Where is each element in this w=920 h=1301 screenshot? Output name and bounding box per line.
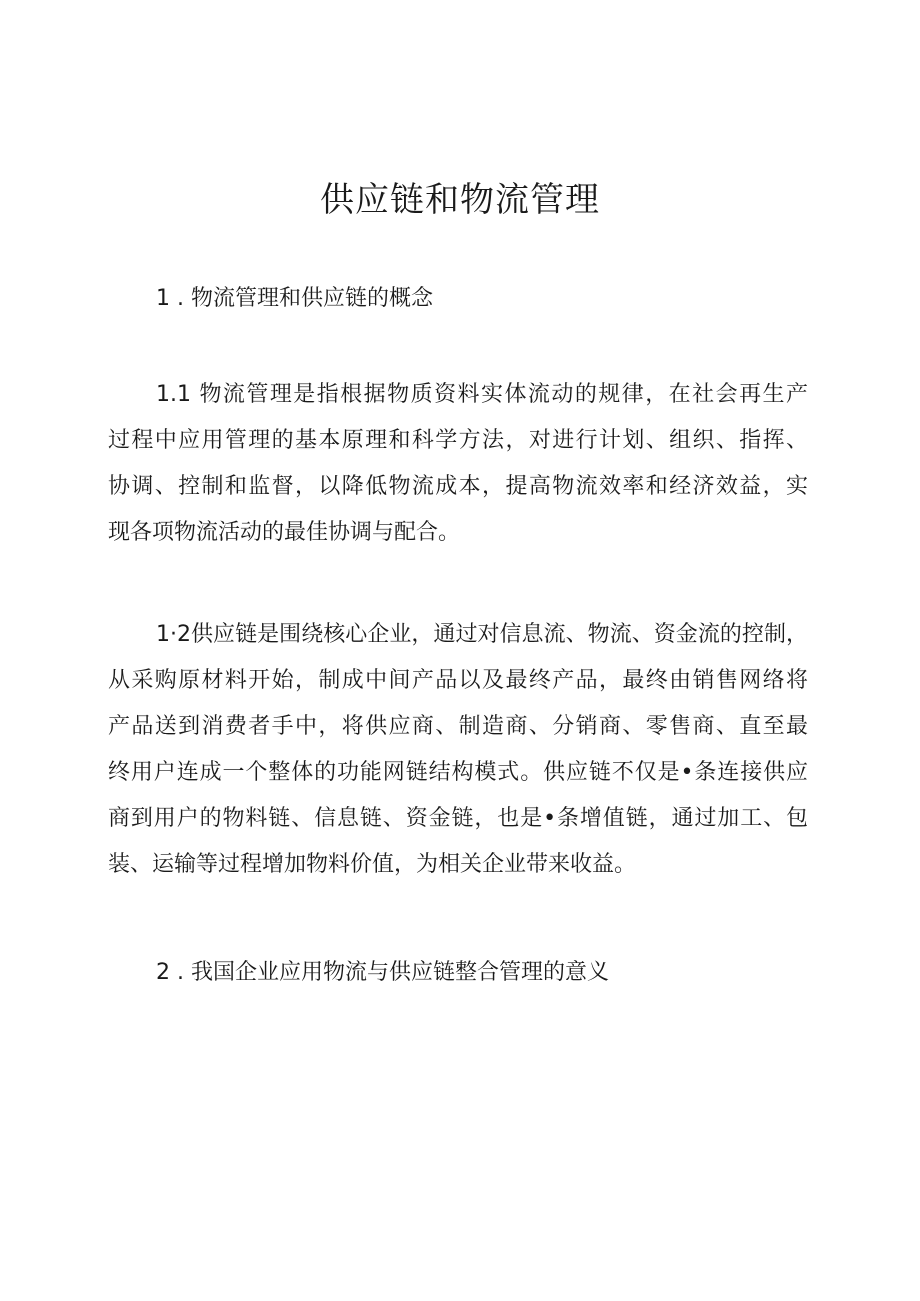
paragraph-1-2	[108, 612, 808, 888]
paragraph-line: 过程中应用管理的基本原理和科学方法，对进行计划、组织、指挥、	[108, 428, 808, 453]
paragraph-line: 商到用户的物料链、信息链、资金链，也是•条增值链，通过加工、包	[108, 806, 808, 831]
paragraph-line: 从采购原材料开始，制成中间产品以及最终产品，最终由销售网络将	[108, 668, 808, 693]
paragraph-line: 终用户连成一个整体的功能网链结构模式。供应链不仅是•条连接供应	[108, 760, 808, 785]
paragraph-line: 产品送到消费者手中，将供应商、制造商、分销商、零售商、直至最	[108, 714, 808, 739]
paragraph-line: 装、运输等过程增加物料价值，为相关企业带来收益。	[108, 852, 637, 877]
paragraph-line: 协调、控制和监督，以降低物流成本，提高物流效率和经济效益，实	[108, 474, 808, 499]
paragraph-line: 1.1 物流管理是指根据物质资料实体流动的规律，在社会再生产	[156, 382, 808, 407]
section-2-heading: 2 . 我国企业应用物流与供应链整合管理的意义	[156, 960, 609, 985]
document-title: 供应链和物流管理	[320, 180, 600, 220]
section-1-heading: 1 . 物流管理和供应链的概念	[156, 286, 433, 311]
paragraph-line: 现各项物流活动的最佳协调与配合。	[108, 520, 461, 545]
paragraph-1-1	[108, 372, 808, 556]
paragraph-line: 1·2供应链是围绕核心企业，通过对信息流、物流、资金流的控制，	[156, 622, 808, 647]
